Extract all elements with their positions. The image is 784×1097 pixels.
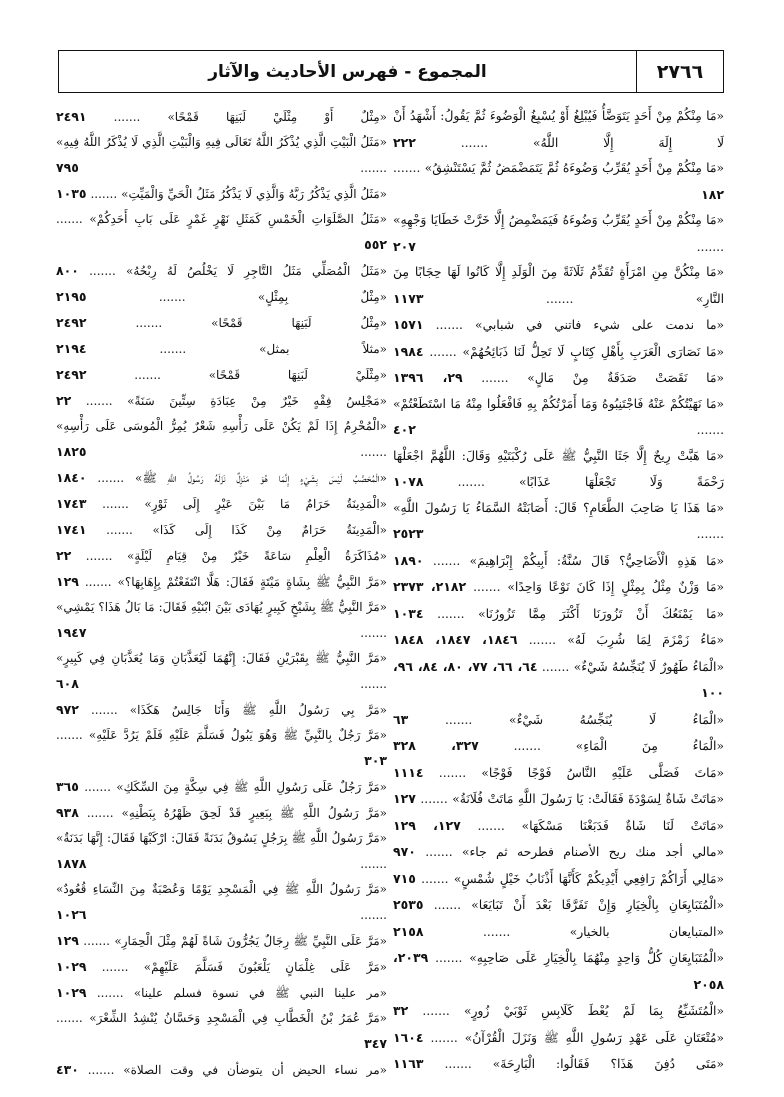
page-reference: ١٢٧، ١٢٩	[393, 817, 461, 833]
leader-dots: .......	[428, 951, 470, 965]
leader-dots: .......	[78, 934, 115, 948]
leader-dots: .......	[415, 792, 453, 806]
leader-dots: .......	[78, 806, 122, 820]
page-reference: ٩٧٠	[393, 844, 416, 859]
hadith-text: «مَاتَ فَصَلَّى عَلَيْهِ النَّاسُ فَوْجًا فَوْجًا»	[481, 765, 724, 780]
page-reference: ١١٧٣	[393, 290, 424, 306]
page-reference: ١٨٢	[701, 186, 724, 202]
hadith-text: «الْمَاءُ لَا يُنَجِّسُهُ شَيْءٌ»	[509, 712, 724, 727]
leader-dots: .......	[423, 1030, 465, 1045]
leader-dots: .......	[86, 960, 144, 974]
leader-dots: .......	[78, 264, 126, 278]
leader-dots: .......	[423, 553, 470, 568]
index-entry	[56, 336, 387, 362]
index-entry	[56, 362, 387, 388]
page-reference: ٣٠٣	[364, 753, 387, 768]
hadith-text: «مَرَّ النَّبِيُّ ﷺ بِقَبْرَيْنِ فَقَالَ: إِنَّهُمَا لَيُعَذَّبَانِ وَمَا يُعَذَّبَانِ فِي كَبِيرٍ»	[56, 651, 387, 665]
index-entry	[56, 207, 387, 258]
hadith-text: «الْمَاءُ مِنَ الْمَاءِ»	[575, 739, 724, 753]
index-entry	[56, 465, 387, 491]
leader-dots: .......	[423, 1057, 493, 1071]
right-column	[393, 104, 724, 1078]
hadith-text: «مَا نَهَيْتُكُمْ عَنْهُ فَاجْتَنِبُوهُ وَمَا أَمَرْتُكُمْ بِهِ فَافْعَلُوا مِنْهُ مَا اسْتَطَعْتُمْ»	[393, 396, 724, 411]
hadith-text: «مَرَّ النَّبِيُّ ﷺ بِشَيْخٍ كَبِيرٍ يُهَادَى بَيْنَ ابْنَيْهِ فَقَالَ: مَا بَالُ هَذَا؟ يَمْشِي»	[56, 600, 387, 614]
index-entry	[56, 954, 387, 980]
index-entry	[393, 601, 724, 628]
leader-dots: .......	[71, 394, 128, 408]
hadith-text: «مَرَّ رَجُلٌ بِالنَّبِيِّ ﷺ وَهُوَ يَبُولُ فَسَلَّمَ عَلَيْهِ فَلَمْ يَرُدَّ عَلَيْهِ»	[88, 728, 388, 742]
leader-dots: .......	[78, 703, 130, 717]
index-entry	[393, 892, 724, 919]
hadith-text: «مالي أجد منك ريح الأصنام فطرحه ثم جاء»	[462, 845, 725, 859]
index-entry	[56, 130, 387, 181]
hadith-text: «مِثْلٌ بِمِثْلٍ»	[257, 290, 387, 304]
page-reference: ١٨٤٦، ١٨٤٧، ١٨٤٨	[393, 632, 518, 647]
leader-dots: .......	[56, 212, 90, 226]
page-reference: ١٨٩٠	[393, 552, 424, 568]
page-reference: ٩٣٨	[56, 805, 79, 820]
page-reference: ١٠٢٦	[56, 907, 87, 922]
hadith-text: «مِثْلُ لَبَنِهَا قَمْحًا»	[211, 316, 387, 330]
page-reference: ١٦٠٤	[393, 1029, 424, 1045]
hadith-text: «مَا مِنْكُمْ مِنْ أَحَدٍ يَتَوَضَّأُ فَيُبْلِغُ أَوْ يُسْبِغُ الْوَضُوءَ ثُمَّ يَقُولُ: أَشْهَدُ أَنْ لَا إِلَهَ إِلَّا اللَّهُ»	[393, 109, 724, 150]
page-reference: ١٢٩	[56, 574, 79, 589]
page-reference: ٢١٨٢، ٢٣٧٣	[393, 579, 467, 594]
leader-dots: .......	[415, 135, 533, 150]
index-entry	[56, 723, 387, 774]
page-reference: ٨٠٠	[56, 263, 79, 278]
leader-dots: .......	[86, 857, 387, 871]
leader-dots: .......	[86, 626, 387, 640]
hadith-text: «مَا مِنْكُمْ مِنْ أَحَدٍ يُقَرِّبُ وَضُوءَهُ ثُمَّ يَتَمَضْمَضُ ثُمَّ يَسْتَنْشِقُ»	[424, 161, 725, 175]
page-reference: ١٨٢٥	[56, 444, 87, 459]
left-column	[56, 104, 387, 1083]
leader-dots: .......	[86, 290, 258, 304]
page-reference: ٦٤، ٦٦، ٧٧، ٨٠، ٨٤، ٩٦، ١٠٠	[393, 658, 724, 700]
hadith-text: «مَرَّ عُمَرُ بْنُ الْخَطَّابِ فِي الْمَسْجِدِ وَحَسَّانُ يُنْشِدُ الشِّعْرَ»	[89, 1011, 388, 1025]
page-reference: ١٧٤٣	[56, 496, 87, 511]
hadith-text: «الْمُتَبَايِعَانِ كُلُّ وَاحِدٍ مِنْهُمَا بِالْخِيَارِ عَلَى صَاحِبِهِ»	[469, 951, 724, 965]
page-reference: ٥٥٢	[364, 237, 387, 252]
page-reference: ٢٥٣٥	[393, 897, 424, 912]
leader-dots: .......	[537, 659, 574, 674]
hadith-text: «مَا يَمْنَعُكَ أَنْ تَزُورَنَا أَكْثَرَ مِمَّا تَزُورُنَا»	[478, 606, 724, 621]
index-entry	[393, 945, 724, 998]
index-entry	[56, 543, 387, 569]
leader-dots: .......	[415, 239, 724, 254]
leader-dots: .......	[423, 344, 463, 359]
leader-dots: .......	[478, 739, 576, 753]
page-reference: ٢١٩٥	[56, 289, 87, 304]
leader-dots: .......	[86, 110, 168, 124]
hadith-text: «مَا هَبَّتْ رِيحٌ إِلَّا جَثَا النَّبِيُّ ﷺ عَلَى رُكْبَتَيْهِ وَقَالَ: اللَّهُمَّ اجْعَلْهَا رَحْمَةً وَلَا تَجْعَلْهَا عَذَابًا»	[393, 448, 724, 489]
index-entry	[393, 339, 724, 366]
hadith-text: «الْمُحْرِمُ إِذَا لَمْ يَكُنْ عَلَى رَأْسِهِ شَعْرٌ يُمِرُّ الْمُوسَى عَلَى رَأْسِهِ»	[56, 419, 387, 433]
leader-dots: .......	[415, 871, 454, 886]
page-reference: ٢١٩٤	[56, 341, 87, 356]
hadith-text: «مَا نَقَصَتْ صَدَقَةٌ مِنْ مَالٍ»	[527, 371, 724, 385]
leader-dots: .......	[86, 445, 387, 459]
leader-dots: .......	[466, 580, 508, 594]
page-reference: ٤٣٠	[56, 1062, 79, 1077]
hadith-text: «مِثْلٌ أَوْ مِثْلَيْ لَبَنِهَا قَمْحًا»	[167, 110, 387, 124]
hadith-text: «مَثَلُ الصَّلَوَاتِ الْخَمْسِ كَمَثَلِ نَهْرٍ غَمْرٍ عَلَى بَابِ أَحَدِكُمْ»	[89, 212, 388, 226]
hadith-text: «مَرَّ بِي رَسُولُ اللَّهِ ﷺ وَأَنَا جَالِسٌ هَكَذَا»	[129, 703, 387, 717]
index-entry	[393, 919, 724, 946]
hadith-text: «مَرَّ رَسُولُ اللَّهِ ﷺ فِي الْمَسْجِدِ يَوْمًا وَعُصْبَةٌ مِنَ النِّسَاءِ قُعُودٌ»	[56, 882, 387, 896]
hadith-text: «مَتَى دُفِنَ هَذَا؟ فَقَالُوا: الْبَارِحَةَ»	[492, 1057, 724, 1071]
page-reference: ٢٥٢٣	[393, 526, 424, 541]
page-reference: ٢٢	[56, 548, 72, 563]
hadith-text: «مَثَلُ الْبَيْتِ الَّذِي يُذْكَرُ اللَّهُ تَعَالَى فِيهِ وَالْبَيْتِ الَّذِي لَا يُذْكَرُ اللَّهُ فِيهِ»	[56, 135, 387, 149]
page-reference: ٢٢٢	[393, 134, 416, 150]
page-reference: ١٨٤٠	[56, 470, 87, 485]
hadith-text: «مَرَّ النَّبِيُّ ﷺ بِشَاةٍ مَيْتَةٍ فَقَالَ: هَلَّا انْتَفَعْتُمْ بِإِهَابِهَا؟»	[117, 575, 387, 589]
index-entry	[56, 774, 387, 800]
hadith-text: «مَاتَتْ شَاةٌ لِسَوْدَةَ فَقَالَتْ: يَا رَسُولَ اللَّهِ مَاتَتْ فُلَانَةُ»	[452, 792, 724, 806]
leader-dots: .......	[460, 818, 522, 833]
hadith-text: «مَالِي أَرَاكُمْ رَافِعِي أَيْدِيكُمْ كَأَنَّهَا أَذْنَابُ خَيْلٍ شُمْسٍ»	[453, 871, 724, 886]
leader-dots: .......	[86, 471, 136, 485]
hadith-text: «الْمُحَصَّبُ لَيْسَ بِشَيْءٍ إِنَّمَا هُوَ مَنْزِلٌ نَزَلَهُ رَسُولُ اللَّهِ ﷺ»	[135, 471, 387, 485]
page-reference: ١٩٨٤	[393, 343, 424, 359]
page-reference: ١٨٧٨	[56, 856, 87, 871]
page-reference: ١١١٤	[393, 764, 424, 780]
index-entry	[393, 707, 724, 734]
hadith-text: «مَجْلِسُ فِقْهٍ خَيْرٌ مِنْ عِبَادَةِ سِتِّينَ سَنَةً»	[127, 394, 387, 408]
hadith-text: «مَا نَصَارَى الْعَرَبِ بِأَهْلِ كِتَابٍ لَا تَحِلُّ لَنَا ذَبَائِحُهُمْ»	[462, 344, 724, 359]
hadith-text: «ما ندمت على شيء فاتني في شبابي»	[475, 318, 724, 332]
page-reference: ٩٧٢	[56, 702, 79, 717]
page-reference: ٢١٥٨	[393, 923, 424, 939]
leader-dots: .......	[408, 1004, 464, 1018]
leader-dots: .......	[71, 549, 128, 563]
page-reference: ١١٦٣	[393, 1056, 424, 1071]
page-reference: ١٢٩	[56, 933, 79, 948]
index-entry	[393, 208, 724, 260]
index-entry	[393, 760, 724, 787]
hadith-text: «مَا وَزْنٌ مِثْلُ بِمِثْلٍ إِذَا كَانَ نَوْعًا وَاحِدًا»	[507, 580, 724, 594]
index-entry	[393, 998, 724, 1025]
hadith-text: «مر علينا النبي ﷺ في نسوة فسلم علينا»	[133, 986, 387, 1000]
index-entry	[393, 574, 724, 601]
index-entry	[56, 310, 387, 336]
leader-dots: .......	[415, 845, 462, 859]
index-entry	[393, 733, 724, 760]
leader-dots: .......	[423, 606, 479, 621]
leader-dots: .......	[86, 986, 134, 1000]
index-entry	[393, 312, 724, 339]
hadith-text: «مَثَلُ الَّذِي يَذْكُرُ رَبَّهُ وَالَّذِي لَا يَذْكُرُ مَثَلُ الْحَيِّ وَالْمَيِّتِ»	[121, 187, 387, 201]
page-reference: ٢٢	[56, 393, 72, 408]
index-entry	[393, 392, 724, 444]
page-reference: ٣٤٧	[364, 1036, 387, 1051]
index-entry	[393, 104, 724, 156]
index-entry	[56, 414, 387, 465]
page-number: ٢٧٦٦	[636, 51, 723, 92]
hadith-text: «الْمَاءُ طَهُورٌ لَا يُنَجِّسُهُ شَيْءٌ»	[573, 659, 724, 674]
leader-dots: .......	[423, 291, 696, 306]
page-reference: ١٩٤٧	[56, 625, 87, 640]
hadith-text: «مَا هَذَا يَا صَاحِبَ الطَّعَامِ؟ قَالَ: أَصَابَتْهُ السَّمَاءُ يَا رَسُولَ اللَّهِ»	[393, 500, 724, 515]
hadith-text: «الْمُتَشَبِّعُ بِمَا لَمْ يُعْطَ كَلَابِسِ ثَوْبَيْ زُورٍ»	[463, 1004, 725, 1018]
index-entry	[56, 646, 387, 697]
page-reference: ١٥٧١	[393, 317, 424, 332]
hadith-text: «مَا هَذِهِ الْأَضَاحِيُّ؟ قَالَ سُنَّةُ: أَبِيكُمْ إِبْرَاهِيمَ»	[469, 553, 724, 568]
leader-dots: .......	[423, 318, 476, 332]
leader-dots: .......	[423, 527, 724, 541]
leader-dots: .......	[78, 780, 117, 794]
page-reference: ١٠٣٤	[393, 605, 424, 621]
index-entry	[56, 388, 387, 414]
page-reference: ٦٣	[393, 711, 409, 727]
leader-dots: .......	[517, 633, 568, 647]
leader-dots: .......	[78, 1063, 124, 1077]
index-entry	[56, 697, 387, 723]
hadith-text: «مَاءُ زَمْزَمَ لِمَا شُرِبَ لَهُ»	[567, 633, 724, 647]
leader-dots: .......	[86, 497, 145, 511]
hadith-text: «الْمَدِينَةُ حَرَامٌ مِنْ كَذَا إِلَى كَذَا»	[152, 523, 387, 537]
index-entry	[56, 800, 387, 826]
index-entry	[393, 866, 724, 893]
page-reference: ٢٩، ١٣٩٦	[393, 370, 463, 385]
index-entry	[393, 1025, 724, 1052]
index-entry	[56, 1006, 387, 1057]
hadith-text: «مَثَلُ الْمُصَلِّي مَثَلُ التَّاجِرِ لَا يَخْلُصُ لَهُ رِبْحُهُ»	[126, 264, 387, 278]
hadith-text: «المتبايعان بالخيار»	[569, 924, 724, 939]
index-entry	[56, 569, 387, 595]
page-reference: ٣٦٥	[56, 779, 79, 794]
index-entry	[56, 517, 387, 543]
page-reference: ٢٠٣٩، ٢٠٥٨	[393, 950, 724, 992]
leader-dots: .......	[78, 677, 387, 691]
index-entry	[393, 839, 724, 866]
leader-dots: .......	[86, 187, 122, 201]
hadith-text: «مَرَّ رَسُولُ اللَّهِ ﷺ بِرَجُلٍ يَسُوقُ بَدَنَةً فَقَالَ: ارْكَبْهَا فَقَالَ: إِنَّهَا بَدَنَةٌ»	[56, 831, 387, 845]
page-reference: ٣٢٧، ٣٢٨	[393, 738, 479, 753]
index-entry	[393, 496, 724, 548]
index-entry	[56, 181, 387, 207]
page-reference: ١٠٢٩	[56, 959, 87, 974]
index-entry	[56, 826, 387, 877]
page-header	[58, 50, 724, 93]
index-entry	[56, 258, 387, 284]
leader-dots: .......	[78, 161, 387, 175]
leader-dots: .......	[423, 475, 519, 489]
leader-dots: .......	[86, 342, 260, 356]
hadith-text: «مَاتَتْ لَنَا شَاةٌ فَدَبَغْنَا مَسْكَهَا»	[521, 818, 724, 833]
hadith-text: «مَرَّ عَلَى غِلْمَانٍ يَلْعَبُونَ فَسَلَّمَ عَلَيْهِمْ»	[143, 960, 387, 974]
leader-dots: .......	[86, 368, 209, 382]
index-entry	[56, 284, 387, 310]
leader-dots: .......	[393, 161, 425, 175]
leader-dots: .......	[56, 728, 89, 742]
page-reference: ٢٤٩٢	[56, 367, 87, 382]
hadith-text: «الْمُتَبَايِعَانِ بِالْخِيَارِ وَإِنْ تَفَرَّقَا بَعْدَ أَنْ تَبَايَعَا»	[471, 898, 724, 912]
hadith-text: «مُتْعَتَانِ عَلَى عَهْدِ رَسُولِ اللَّهِ ﷺ وَنَزَلَ الْقُرْآنُ»	[464, 1030, 724, 1045]
hadith-text: «الْمَدِينَةُ حَرَامٌ مَا بَيْنَ عَيْرٍ إِلَى ثَوْرٍ»	[144, 497, 387, 511]
page-reference: ٢٠٧	[393, 238, 416, 254]
index-entry	[393, 548, 724, 575]
index-entry	[56, 1057, 387, 1083]
leader-dots: .......	[415, 423, 724, 437]
page-reference: ٢٤٩١	[56, 109, 87, 124]
page-reference: ١٠٧٨	[393, 474, 424, 489]
hadith-text: «مر نساء الحيض أن يتوضأن في وقت الصلاة»	[123, 1063, 387, 1077]
page-reference: ١٠٣٥	[56, 186, 87, 201]
hadith-text: «مَا مِنْكُنَّ مِنِ امْرَأَةٍ تُقَدِّمُ ثَلَاثَةً مِنَ الْوَلَدِ إِلَّا كَانُوا لَهَا حِجَابًا مِنَ النَّارِ»	[393, 265, 724, 306]
hadith-text: «مَرَّ عَلَى النَّبِيِّ ﷺ رِجَالٌ يَجُرُّونَ شَاةً لَهُمْ مِثْلَ الْحِمَارِ»	[114, 934, 387, 948]
hadith-text: «مُذَاكَرَةُ الْعِلْمِ سَاعَةً خَيْرٌ مِنْ قِيَامِ لَيْلَةٍ»	[127, 549, 387, 563]
page-reference: ٦٠٨	[56, 676, 79, 691]
page-reference: ١٧٤١	[56, 522, 87, 537]
index-entry	[393, 365, 724, 392]
page-reference: ٢٤٩٢	[56, 315, 87, 330]
index-entry	[393, 260, 724, 312]
leader-dots: .......	[56, 1011, 90, 1025]
index-entry	[393, 786, 724, 813]
leader-dots: .......	[78, 575, 118, 589]
index-entry	[393, 444, 724, 496]
page-reference: ٣٢	[393, 1003, 409, 1018]
index-entry	[56, 877, 387, 928]
index-entry	[56, 491, 387, 517]
hadith-text: «مَرَّ رَسُولُ اللَّهِ ﷺ بِبَعِيرٍ قَدْ لَحِقَ ظَهْرُهُ بِبَطْنِهِ»	[121, 806, 387, 820]
leader-dots: .......	[423, 924, 570, 939]
page-reference: ٤٠٢	[393, 422, 416, 437]
index-entry	[393, 654, 724, 707]
index-entry	[56, 980, 387, 1006]
index-entry	[393, 1051, 724, 1078]
index-entry	[393, 156, 724, 208]
index-entry	[56, 928, 387, 954]
leader-dots: .......	[86, 316, 212, 330]
leader-dots: .......	[423, 765, 482, 780]
index-entry	[56, 104, 387, 130]
leader-dots: .......	[86, 908, 387, 922]
leader-dots: .......	[408, 712, 510, 727]
index-entry	[393, 813, 724, 840]
page-reference: ٧١٥	[393, 870, 416, 886]
leader-dots: .......	[423, 898, 472, 912]
page-reference: ١٠٢٩	[56, 985, 87, 1000]
index-entry	[56, 595, 387, 646]
hadith-text: «مَرَّ رَجُلٌ عَلَى رَسُولِ اللَّهِ ﷺ فِي سِكَّةٍ مِنَ السِّكَكِ»	[116, 780, 387, 794]
page-reference: ٧٩٥	[56, 160, 79, 175]
index-entry	[393, 627, 724, 654]
hadith-text: «مَا مِنْكُمْ مِنْ أَحَدٍ يُقَرِّبُ وَضُوءَهُ فَيَمَضْمِضُ إِلَّا خَرَّتْ خَطَايَا وَجْهِهِ»	[393, 213, 724, 227]
page-title: المجموع - فهرس الأحاديث والآثار	[208, 61, 487, 82]
leader-dots: .......	[86, 523, 153, 537]
hadith-text: «مثلاً بمثل»	[259, 342, 387, 356]
page-reference: ١٢٧	[393, 791, 416, 806]
hadith-text: «مِثْلَيْ لَبَنِهَا قَمْحًا»	[208, 368, 387, 382]
leader-dots: .......	[462, 371, 528, 385]
